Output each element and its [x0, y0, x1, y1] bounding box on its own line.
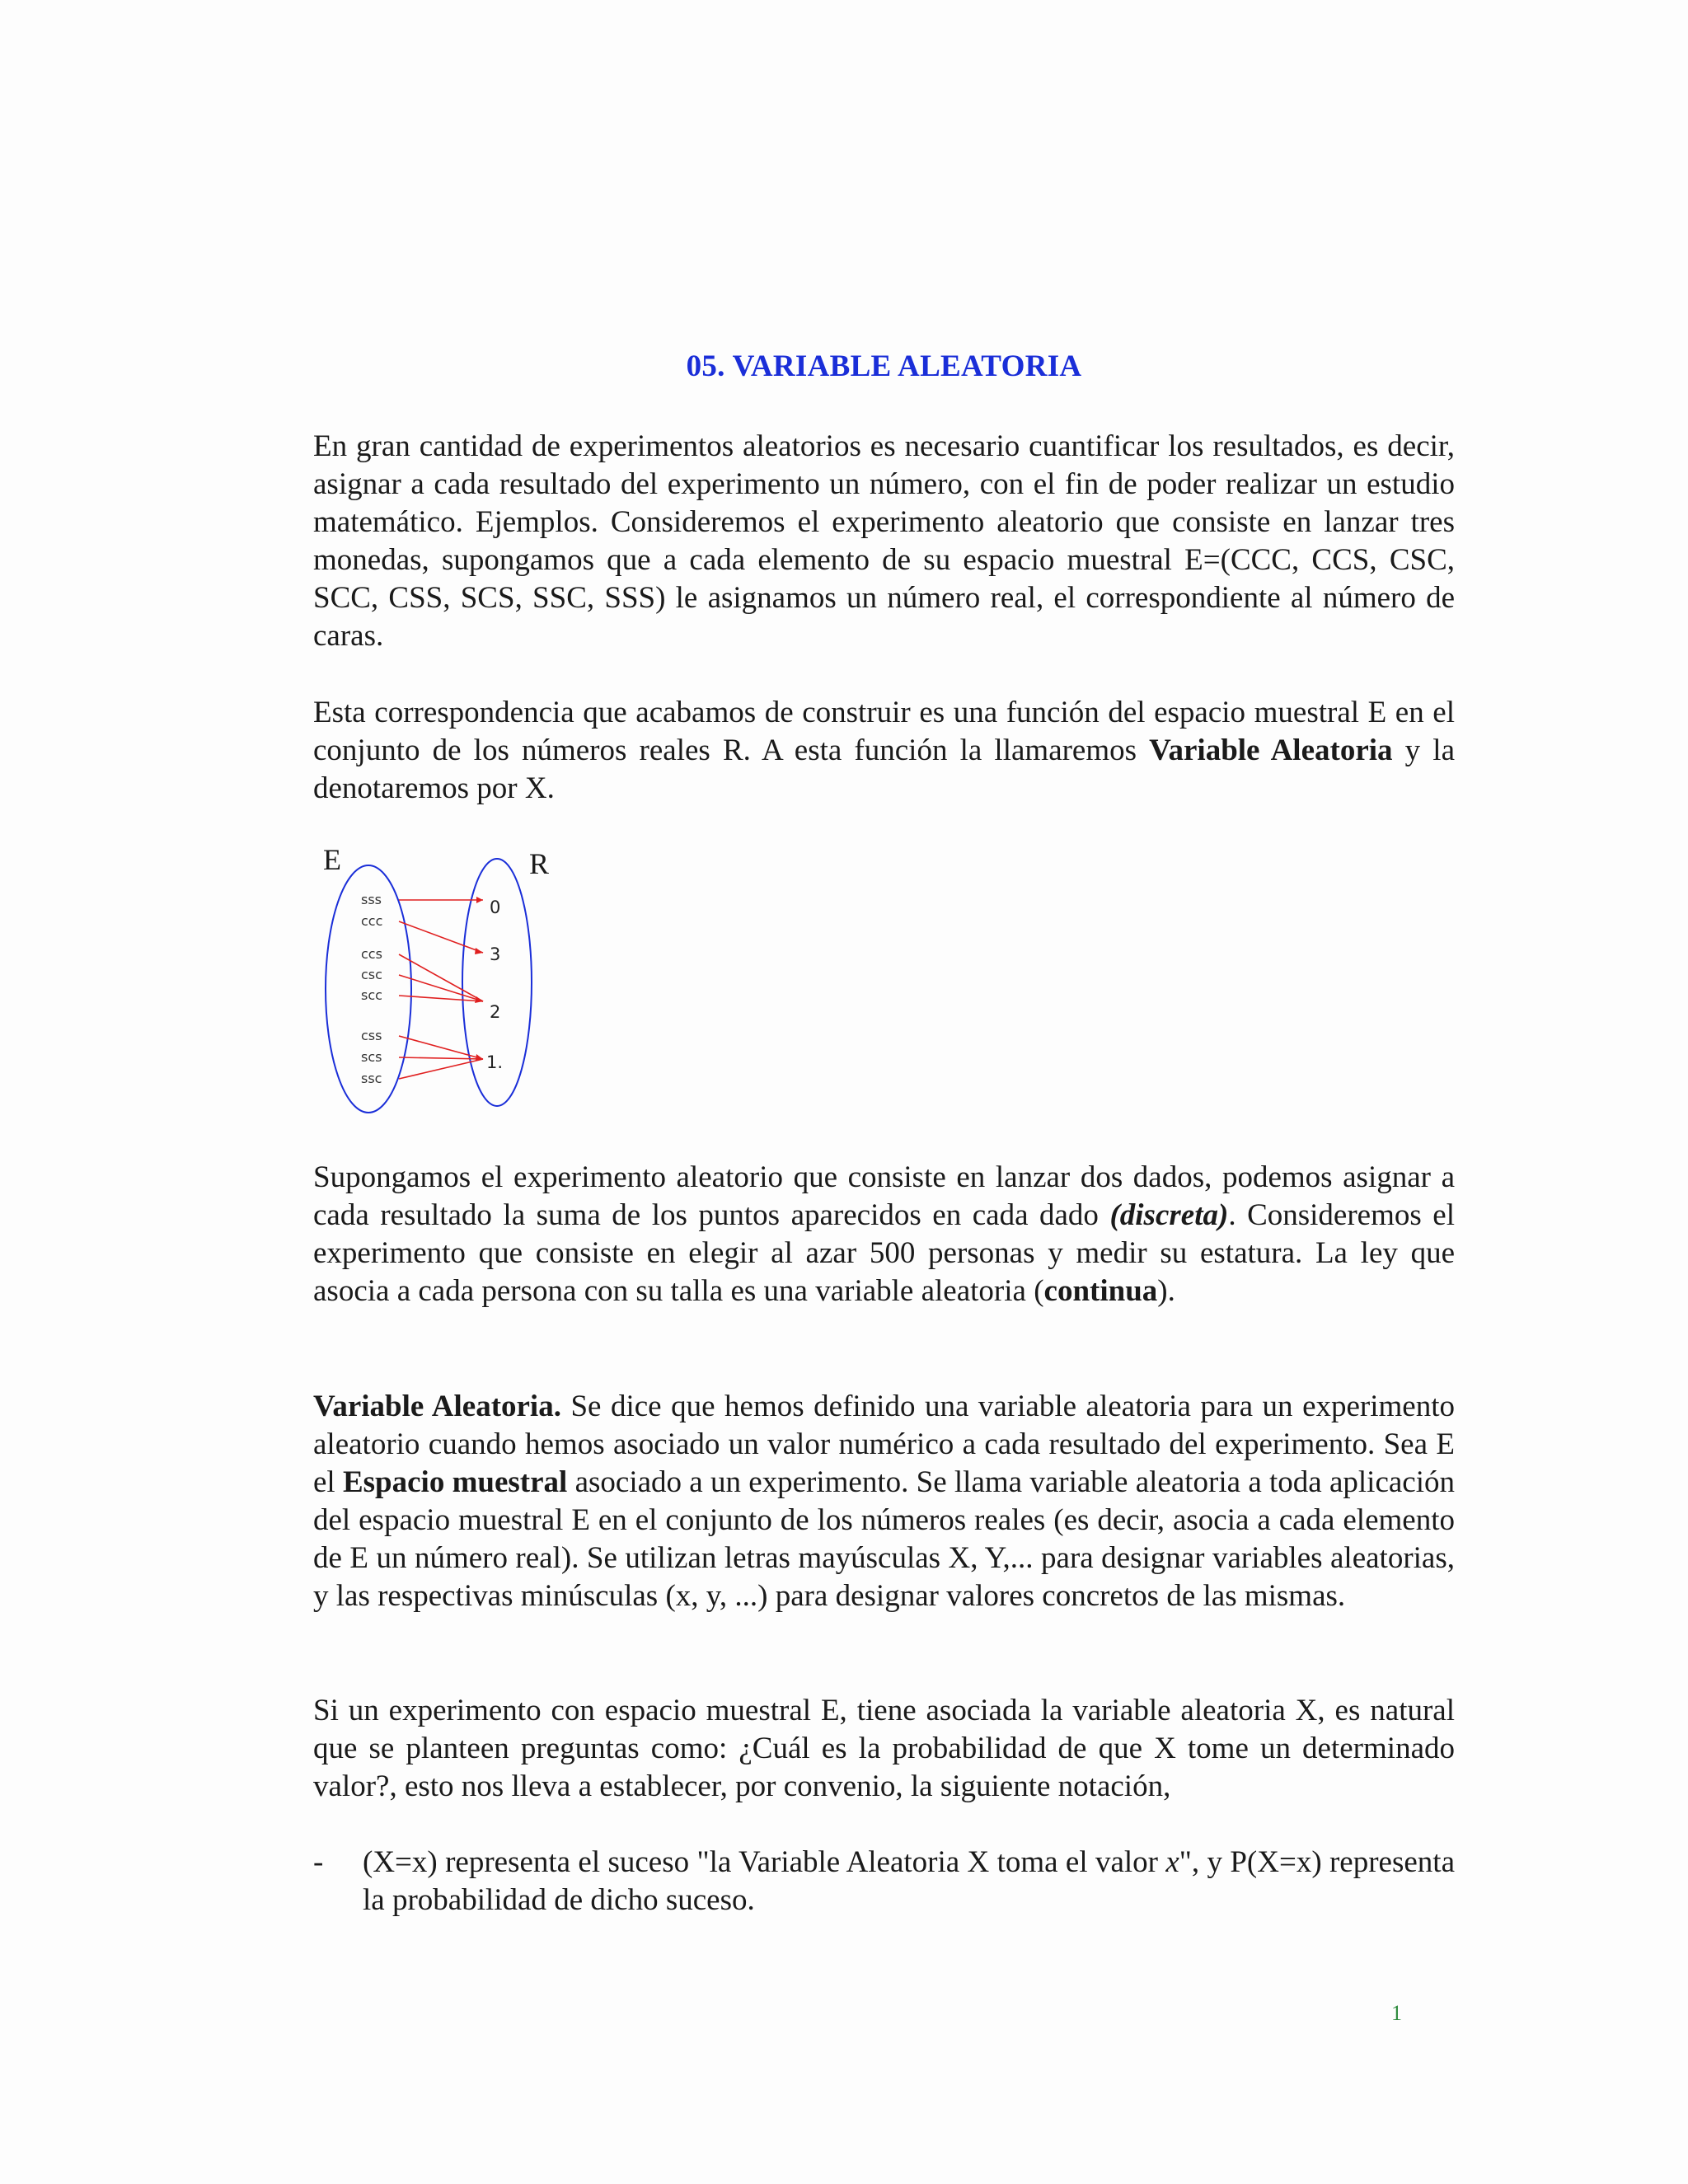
outcome-ssc: ssc [361, 1071, 382, 1086]
arrow-head-0 [476, 897, 483, 903]
paragraph-formal-text1: Se dice que hemos definido una variable aleatoria para un experimento aleatorio cuando hemos asociado un valor numérico a cada resultado del experimento. Sea E el [313, 1390, 1455, 1499]
term-espacio-muestral: Espacio muestral [342, 1465, 568, 1499]
paragraph-examples [313, 1159, 1455, 1310]
set-e-label: E [323, 843, 341, 876]
value-3: 3 [490, 944, 501, 964]
arrow-head-3 [475, 948, 483, 954]
paragraph-formal-text2: asociado a un experimento. Se llama variable aleatoria a toda aplicación del espacio muestral E en el conjunto de los números reales (es decir, asocia a cada elemento de E un número real). Se utilizan letras mayúsculas X, Y,... para designar variables aleatorias, y las respectivas minúsculas (x, y, ...) para designar valores concretos de las mismas. [313, 1465, 1455, 1613]
arrow-scs-1 [399, 1057, 483, 1059]
outcome-css: css [361, 1028, 382, 1043]
term-continua: continua [1043, 1274, 1158, 1308]
outcome-ccs: ccs [361, 946, 382, 962]
outcome-scc: scc [361, 987, 382, 1003]
set-r-label: R [529, 847, 550, 880]
paragraph-formal-definition [313, 1388, 1455, 1615]
paragraph-examples-text3: ). [1157, 1274, 1175, 1308]
paragraph-definition-tail: y la denotaremos por X. [313, 733, 1456, 805]
left-items [361, 892, 382, 1086]
arrow-heads [475, 897, 483, 1061]
paragraph-intro: En gran cantidad de experimentos aleatorios es necesario cuantificar los resultados, es decir, asignar a cada resultado del experimento un número, con el fin de poder realizar un estudio matemático. Ejemplos. Consideremos el experimento aleatorio que consiste en lanzar tres monedas, supongamos que a cada elemento de su espacio muestral E=(CCC, CCS, CSC, SCC, CSS, SCS, SSC, SSS) le asignamos un número real, el correspondiente al número de caras. [313, 429, 1455, 653]
right-items [486, 898, 503, 1072]
term-variable-aleatoria: Variable Aleatoria [1149, 733, 1393, 767]
page-number: 1 [1391, 2001, 1402, 2025]
paragraph-examples-text1: Supongamos el experimento aleatorio que consiste en lanzar dos dados, podemos asignar a cada resultado la suma de los puntos aparecidos en cada dado [313, 1160, 1455, 1232]
bullet-dash: - [313, 1845, 324, 1879]
bullet-italic-x: x [1165, 1845, 1179, 1879]
bullet-text [363, 1844, 1455, 1919]
value-2: 2 [490, 1002, 501, 1022]
bullet-text2: ", y P(X=x) representa la probabilidad de dicho suceso. [363, 1845, 1455, 1917]
outcome-csc: csc [361, 967, 382, 982]
arrow-css-1 [399, 1036, 483, 1059]
term-variable-aleatoria-heading: Variable Aleatoria. [313, 1390, 561, 1423]
outcome-ccc: ccc [361, 913, 383, 929]
outcome-sss: sss [361, 892, 382, 907]
outcome-scs: scs [361, 1049, 382, 1065]
term-discreta: (discreta) [1109, 1198, 1229, 1232]
bullet-text1: (X=x) representa el suceso "la Variable Aleatoria X toma el valor [363, 1845, 1166, 1879]
arrow-ssc-1 [399, 1059, 483, 1079]
paragraph-definition [313, 694, 1455, 808]
page-title: 05. VARIABLE ALEATORIA [686, 349, 1082, 383]
paragraph-definition-text: Esta correspondencia que acabamos de construir es una función del espacio muestral E en el conjunto de los números reales R. A esta función la llamaremos [313, 696, 1455, 767]
value-0: 0 [490, 898, 501, 917]
paragraph-examples-text2: . Consideremos el experimento que consiste en elegir al azar 500 personas y medir su estatura. La ley que asocia a cada persona con su talla es una variable aleatoria ( [313, 1198, 1455, 1308]
mapping-diagram-svg [313, 841, 560, 1121]
mapping-diagram [313, 841, 560, 1121]
paragraph-notation: Si un experimento con espacio muestral E, tiene asociada la variable aleatoria X, es natural que se planteen preguntas como: ¿Cuál es la probabilidad de que X tome un determinado valor?, esto nos lleva a establecer, por convenio, la siguiente notación, [313, 1694, 1455, 1803]
arrow-ccc-3 [399, 921, 483, 953]
value-1: 1. [486, 1052, 504, 1072]
